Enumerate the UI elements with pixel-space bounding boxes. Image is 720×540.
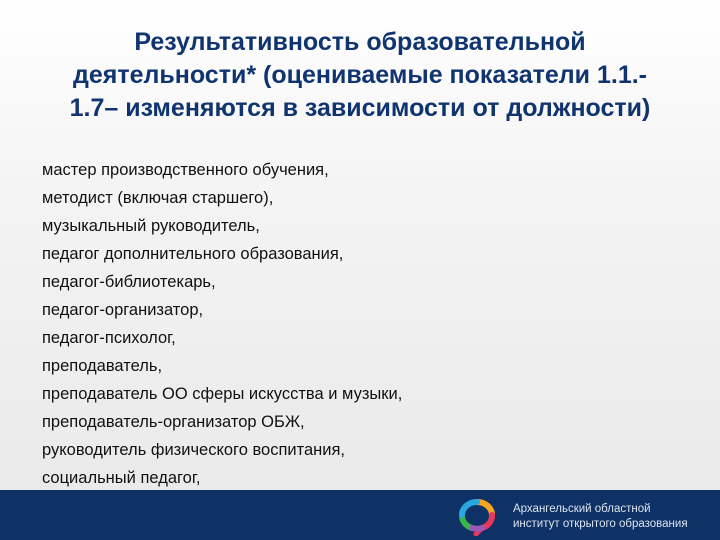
list-item: преподаватель ОО сферы искусства и музыки, bbox=[42, 385, 403, 403]
positions-list bbox=[42, 156, 402, 492]
title-line-3: 1.7– изменяются в зависимости от должности) bbox=[69, 94, 651, 122]
list-item: педагог дополнительного образования, bbox=[42, 245, 344, 263]
list-item: руководитель физического воспитания, bbox=[42, 441, 346, 459]
organization-name-line-2: институт открытого образования bbox=[513, 518, 688, 530]
title-line-2: деятельности* (оцениваемые показатели 1.1.- bbox=[73, 61, 647, 89]
slide-title bbox=[10, 26, 710, 125]
organization-name-line-1: Архангельский областной bbox=[513, 503, 651, 515]
organization-name bbox=[513, 502, 688, 532]
list-item: преподаватель, bbox=[42, 357, 163, 375]
list-item: социальный педагог, bbox=[42, 469, 201, 487]
list-item: педагог-библиотекарь, bbox=[42, 273, 216, 291]
list-item: мастер производственного обучения, bbox=[42, 161, 329, 179]
list-item: методист (включая старшего), bbox=[42, 189, 274, 207]
list-item: музыкальный руководитель, bbox=[42, 217, 260, 235]
list-item: педагог-организатор, bbox=[42, 301, 204, 319]
title-line-1: Результативность образовательной bbox=[134, 28, 586, 56]
list-item: преподаватель-организатор ОБЖ, bbox=[42, 413, 305, 431]
aioo-logo-icon bbox=[454, 498, 500, 536]
list-item: педагог-психолог, bbox=[42, 329, 176, 347]
